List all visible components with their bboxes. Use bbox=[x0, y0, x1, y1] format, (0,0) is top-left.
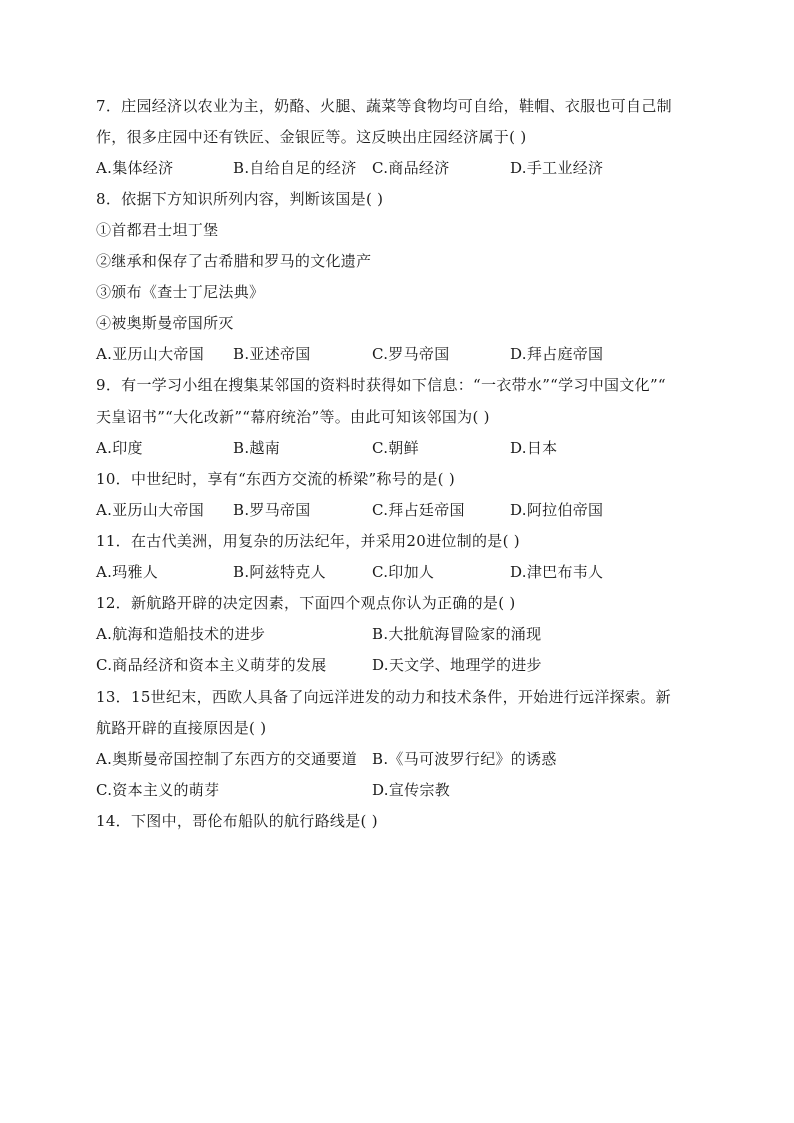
question-13-option-b: B.《马可波罗行纪》的诱惑 bbox=[372, 750, 557, 768]
question-13-option-a: A.奥斯曼帝国控制了东西方的交通要道 bbox=[96, 750, 358, 768]
question-8-clue-1: ①首都君士坦丁堡 bbox=[96, 221, 219, 239]
question-8-stem: 8．依据下方知识所列内容，判断该国是( ) bbox=[96, 190, 384, 208]
question-12-option-c: C.商品经济和资本主义萌芽的发展 bbox=[96, 656, 327, 674]
question-9-stem-line-2: 天皇诏书”“大化改新”“幕府统治”等。由此可知该邻国为( ) bbox=[96, 408, 490, 426]
question-13-stem-line-2: 航路开辟的直接原因是( ) bbox=[96, 719, 267, 737]
question-8-clue-3: ③颁布《查士丁尼法典》 bbox=[96, 283, 265, 301]
question-13-option-d: D.宣传宗教 bbox=[372, 781, 451, 799]
question-7-stem-line-1: 7．庄园经济以农业为主，奶酪、火腿、蔬菜等食物均可自给，鞋帽、衣服也可自己制 bbox=[96, 97, 672, 115]
question-12-stem: 12．新航路开辟的决定因素，下面四个观点你认为正确的是( ) bbox=[96, 594, 516, 612]
question-7-option-d: D.手工业经济 bbox=[510, 159, 604, 177]
question-10-option-d: D.阿拉伯帝国 bbox=[510, 501, 604, 519]
question-10-stem: 10．中世纪时，享有“东西方交流的桥梁”称号的是( ) bbox=[96, 470, 455, 488]
question-12-option-b: B.大批航海冒险家的涌现 bbox=[372, 625, 542, 643]
question-11-option-d: D.津巴布韦人 bbox=[510, 563, 604, 581]
question-7-option-a: A.集体经济 bbox=[96, 159, 174, 177]
question-12-option-a: A.航海和造船技术的进步 bbox=[96, 625, 266, 643]
question-9-stem-line-1: 9．有一学习小组在搜集某邻国的资料时获得如下信息：“一衣带水”“学习中国文化”“ bbox=[96, 376, 666, 394]
question-7-option-c: C.商品经济 bbox=[372, 159, 450, 177]
question-11-stem: 11．在古代美洲，用复杂的历法纪年，并采用20进位制的是( ) bbox=[96, 532, 520, 550]
question-9-option-c: C.朝鲜 bbox=[372, 439, 419, 457]
question-11-option-a: A.玛雅人 bbox=[96, 563, 159, 581]
question-8-option-a: A.亚历山大帝国 bbox=[96, 345, 205, 363]
question-9-option-d: D.日本 bbox=[510, 439, 558, 457]
question-8-option-b: B.亚述帝国 bbox=[233, 345, 311, 363]
question-14-stem: 14．下图中，哥伦布船队的航行路线是( ) bbox=[96, 812, 378, 830]
question-9-option-a: A.印度 bbox=[96, 439, 143, 457]
question-8-option-d: D.拜占庭帝国 bbox=[510, 345, 604, 363]
question-7-stem-line-2: 作，很多庄园中还有铁匠、金银匠等。这反映出庄园经济属于( ) bbox=[96, 128, 527, 146]
question-10-option-b: B.罗马帝国 bbox=[233, 501, 311, 519]
question-13-stem-line-1: 13．15世纪末，西欧人具备了向远洋进发的动力和技术条件，开始进行远洋探索。新 bbox=[96, 688, 671, 706]
question-8-clue-2: ②继承和保存了古希腊和罗马的文化遗产 bbox=[96, 252, 372, 270]
question-10-option-c: C.拜占廷帝国 bbox=[372, 501, 465, 519]
question-11-option-b: B.阿兹特克人 bbox=[233, 563, 326, 581]
question-8-option-c: C.罗马帝国 bbox=[372, 345, 450, 363]
question-12-option-d: D.天文学、地理学的进步 bbox=[372, 656, 542, 674]
question-10-option-a: A.亚历山大帝国 bbox=[96, 501, 205, 519]
question-8-clue-4: ④被奥斯曼帝国所灭 bbox=[96, 314, 234, 332]
question-13-option-c: C.资本主义的萌芽 bbox=[96, 781, 220, 799]
question-11-option-c: C.印加人 bbox=[372, 563, 435, 581]
question-9-option-b: B.越南 bbox=[233, 439, 280, 457]
question-7-option-b: B.自给自足的经济 bbox=[233, 159, 357, 177]
